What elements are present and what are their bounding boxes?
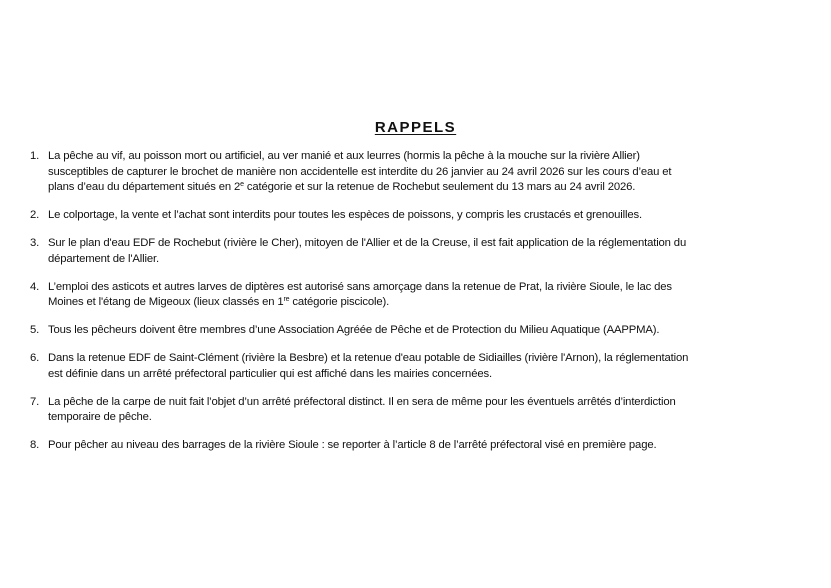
item-text-line: La pêche de la carpe de nuit fait l’objet d’un arrêté préfectoral distinct. Il en sera de même pour les éventuels arrêtés d’interdiction (48, 395, 676, 408)
reminders-list (30, 149, 820, 466)
title-text: RAPPELS (374, 119, 457, 136)
list-item (30, 208, 820, 224)
ordinal-superscript: e (240, 181, 244, 188)
item-text-line: Tous les pêcheurs doivent être membres d’une Association Agréée de Pêche et de Protection du Milieu Aquatique (AAPPMA). (48, 324, 660, 336)
item-text-line: est définie dans un arrêté préfectoral particulier qui est affiché dans les mairies concernées. (48, 367, 492, 380)
text-segment: catégorie et sur la retenue de Rochebut seulement du 13 mars au 24 avril 2026. (243, 181, 636, 193)
list-item (30, 395, 820, 426)
item-number: 6. (30, 352, 40, 364)
item-text-line: L’emploi des asticots et autres larves de diptères est autorisé sans amorçage dans la retenue de Prat, la rivière Sioule, le lac des (48, 280, 672, 293)
item-number: 5. (30, 324, 40, 336)
item-text-line (48, 180, 820, 196)
item-text-line: Dans la retenue EDF de Saint-Clément (rivière la Besbre) et la retenue d'eau potable de Sidiailles (rivière l'Arnon), la réglementation (48, 352, 689, 364)
item-text-line: Sur le plan d'eau EDF de Rochebut (rivière le Cher), mitoyen de l'Allier et de la Creuse, il est fait application de la réglementation du (48, 237, 687, 249)
item-text-line: temporaire de pêche. (48, 411, 152, 423)
page-title (0, 119, 831, 136)
item-text-line (48, 295, 820, 311)
list-item (30, 236, 820, 267)
text-segment: plans d’eau du département situés en 2 (48, 181, 241, 193)
item-number: 2. (30, 209, 40, 221)
ordinal-superscript: re (283, 296, 290, 303)
item-text-line: susceptibles de capturer le brochet de manière non accidentelle est interdite du 26 janvier au 24 avril 2026 sur les cours d’eau et (48, 165, 672, 178)
item-text-line: Pour pêcher au niveau des barrages de la rivière Sioule : se reporter à l’article 8 de l’arrêté préfectoral visé en première page. (48, 439, 657, 451)
list-item (30, 438, 820, 454)
list-item (30, 149, 820, 196)
item-number: 3. (30, 237, 40, 249)
item-text-line: Le colportage, la vente et l’achat sont interdits pour toutes les espèces de poissons, y compris les crustacés et grenouilles. (48, 209, 642, 221)
text-segment: catégorie piscicole). (289, 296, 390, 308)
item-number: 8. (30, 439, 40, 451)
text-segment: Moines et l'étang de Migeoux (lieux classés en 1 (48, 296, 284, 308)
item-text-line: département de l'Allier. (48, 252, 159, 265)
item-number: 4. (30, 280, 40, 293)
list-item (30, 351, 820, 382)
item-number: 7. (30, 395, 40, 408)
item-text-line: La pêche au vif, au poisson mort ou artificiel, au ver manié et aux leurres (hormis la pêche à la mouche sur la rivière Allier) (48, 150, 640, 162)
list-item (30, 323, 820, 339)
list-item (30, 280, 820, 311)
item-number: 1. (30, 150, 40, 162)
